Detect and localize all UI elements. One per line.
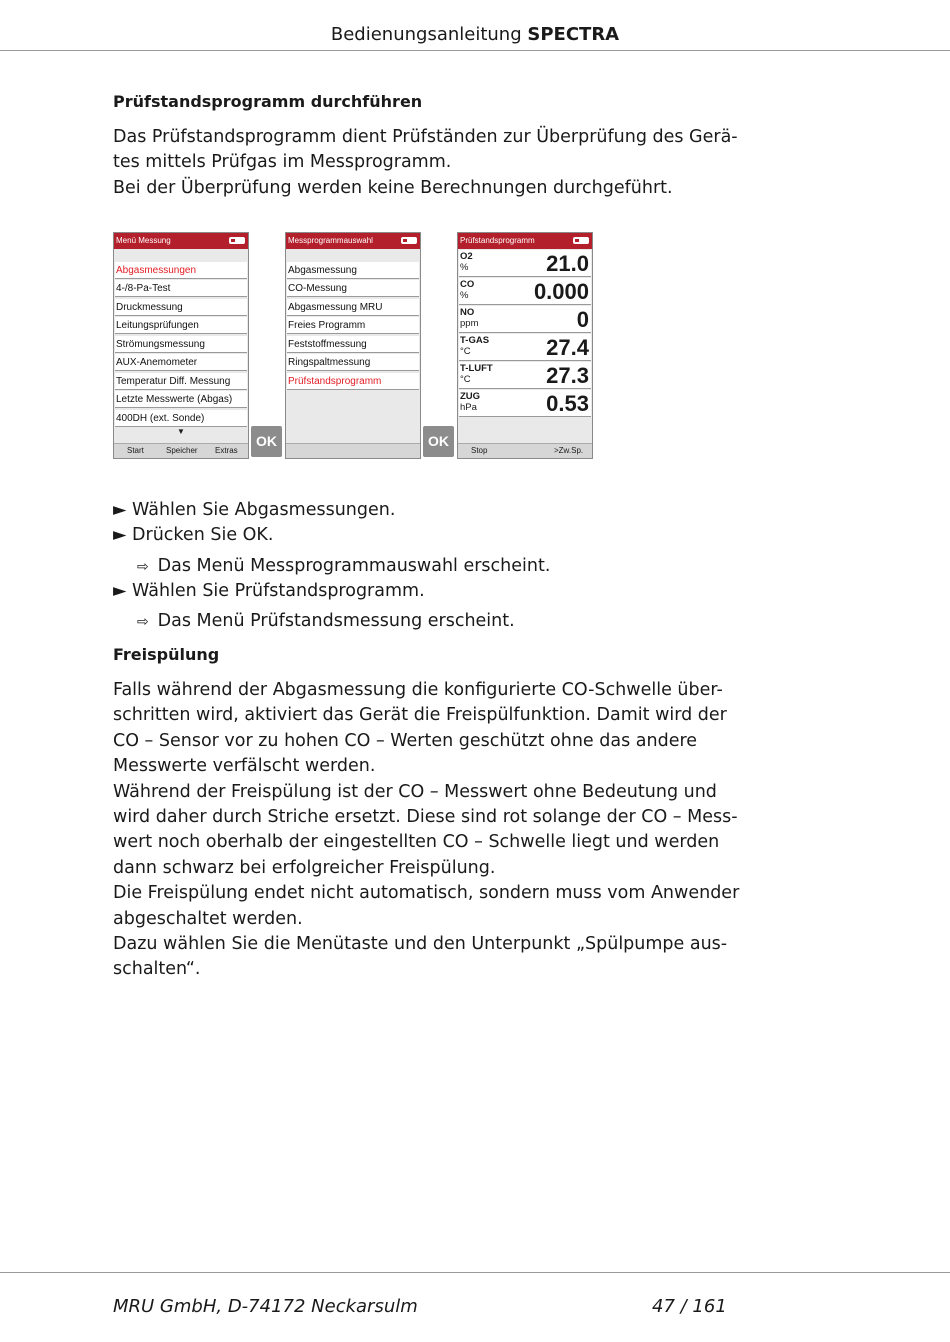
text-line: Die Freispülung endet nicht automatisch, sondern muss vom Anwender	[113, 883, 740, 904]
battery-icon	[401, 237, 417, 244]
softkey-zwischenspeicher[interactable]: >Zw.Sp.	[554, 446, 584, 455]
text-line: Das Prüfstandsprogramm dient Prüfständen zur Überprüfung des Gerä-	[113, 127, 738, 147]
menu-item[interactable]: Letzte Messwerte (Abgas)	[115, 391, 247, 408]
text-line: dann schwarz bei erfolgreicher Freispülung.	[113, 857, 496, 878]
result-arrow-icon: ⇨	[137, 559, 158, 575]
measurement-value: 27.3	[546, 363, 589, 388]
device-screen-menu-messung	[113, 232, 249, 459]
measurement-unit: ppm	[460, 318, 479, 329]
text-line: wert noch oberhalb der eingestellten CO – Schwelle liegt und werden	[113, 832, 720, 853]
scroll-down-icon: ▼	[177, 427, 185, 436]
result-text: Das Menü Messprogrammauswahl erscheint.	[157, 556, 551, 576]
section2-paragraph	[113, 678, 739, 983]
step-item	[113, 579, 425, 604]
footer-divider	[0, 1272, 950, 1273]
menu-item[interactable]: Druckmessung	[115, 299, 247, 316]
measurement-value: 0.000	[533, 279, 589, 304]
section-title-freispuelung: Freispülung	[113, 645, 220, 664]
softkey-extras[interactable]: Extras	[215, 446, 238, 455]
text-line: Während der Freispülung ist der CO – Messwert ohne Bedeutung und	[113, 781, 717, 802]
softkey-start[interactable]: Start	[127, 446, 144, 455]
text-line: CO – Sensor vor zu hohen CO – Werten geschützt ohne das andere	[113, 730, 698, 751]
ok-button[interactable]: OK	[251, 426, 282, 457]
screen-title-bar	[286, 233, 420, 249]
step-item	[113, 523, 273, 548]
header-divider	[0, 50, 950, 51]
measurement-label: NO	[460, 307, 475, 318]
header-prefix: Bedienungsanleitung	[330, 24, 528, 45]
section1-paragraph	[113, 125, 738, 201]
screen-title: Prüfstandsprogramm	[460, 236, 535, 245]
measurement-row	[459, 250, 591, 277]
result-text: Das Menü Prüfstandsmessung erscheint.	[157, 611, 515, 631]
measurement-unit: %	[460, 262, 469, 273]
result-item	[137, 554, 550, 580]
text-line: Messwerte verfälscht werden.	[113, 756, 376, 777]
softkey-speicher[interactable]: Speicher	[166, 446, 198, 455]
screen-title-bar	[114, 233, 248, 249]
measurement-label: T-GAS	[460, 335, 490, 346]
screen-title-bar	[458, 233, 592, 249]
step-arrow-icon: ►	[113, 525, 133, 545]
text-line: schritten wird, aktiviert das Gerät die Freispülfunktion. Damit wird der	[113, 705, 727, 726]
text-line: schalten“.	[113, 959, 201, 980]
device-screen-pruefstandsprogramm	[457, 232, 593, 459]
battery-icon	[229, 237, 245, 244]
text-line: Dazu wählen Sie die Menütaste und den Unterpunkt „Spülpumpe aus-	[113, 934, 728, 955]
measurement-unit: °C	[460, 346, 471, 357]
menu-item[interactable]: 400DH (ext. Sonde)	[115, 410, 247, 427]
menu-item[interactable]: Strömungsmessung	[115, 336, 247, 353]
text-line: Falls während der Abgasmessung die konfigurierte CO-Schwelle über-	[113, 680, 723, 700]
measurement-label: O2	[460, 251, 473, 262]
ok-button[interactable]: OK	[423, 426, 454, 457]
section-title-pruefstand: Prüfstandsprogramm durchführen	[113, 92, 423, 111]
measurement-value: 27.4	[546, 335, 589, 360]
measurement-row	[459, 306, 591, 333]
measurement-row	[459, 334, 591, 361]
page-number: 47 / 161	[652, 1296, 727, 1317]
screen-title: Messprogrammauswahl	[288, 236, 373, 245]
text-line: Bei der Überprüfung werden keine Berechnungen durchgeführt.	[113, 177, 673, 198]
measurement-label: CO	[460, 279, 475, 290]
menu-item[interactable]: AUX-Anemometer	[115, 354, 247, 371]
menu-item[interactable]: Temperatur Diff. Messung	[115, 373, 247, 390]
menu-item[interactable]: Feststoffmessung	[287, 336, 419, 353]
measurement-value: 0.53	[546, 391, 589, 416]
measurement-value: 0	[576, 307, 589, 332]
measurement-value: 21.0	[546, 251, 589, 276]
menu-item[interactable]: Abgasmessungen	[115, 262, 247, 279]
softkey-bar	[458, 443, 592, 458]
softkey-bar	[286, 443, 420, 458]
screen-title: Menü Messung	[116, 236, 171, 245]
menu-item[interactable]: Prüfstandsprogramm	[287, 373, 419, 390]
measurement-unit: hPa	[460, 402, 477, 413]
measurement-label: ZUG	[460, 391, 481, 402]
step-text: Drücken Sie OK.	[132, 525, 274, 545]
menu-item[interactable]: CO-Messung	[287, 280, 419, 297]
battery-icon	[573, 237, 589, 244]
step-text: Wählen Sie Abgasmessungen.	[132, 500, 396, 520]
softkey-bar	[114, 443, 248, 458]
step-arrow-icon: ►	[113, 500, 133, 520]
footer-company: MRU GmbH, D-74172 Neckarsulm	[113, 1296, 418, 1317]
measurement-row	[459, 390, 591, 417]
device-screen-messprogrammauswahl	[285, 232, 421, 459]
measurement-unit: %	[460, 290, 469, 301]
menu-item[interactable]: 4-/8-Pa-Test	[115, 280, 247, 297]
text-line: abgeschaltet werden.	[113, 908, 303, 929]
step-item	[113, 498, 395, 523]
page-header	[0, 24, 950, 45]
measurement-unit: °C	[460, 374, 471, 385]
text-line: wird daher durch Striche ersetzt. Diese sind rot solange der CO – Mess-	[113, 807, 738, 828]
menu-item[interactable]: Freies Programm	[287, 317, 419, 334]
result-arrow-icon: ⇨	[137, 614, 158, 630]
menu-item[interactable]: Abgasmessung	[287, 262, 419, 279]
menu-item[interactable]: Abgasmessung MRU	[287, 299, 419, 316]
header-product: SPECTRA	[527, 24, 620, 45]
step-text: Wählen Sie Prüfstandsprogramm.	[132, 581, 425, 601]
menu-item[interactable]: Ringspaltmessung	[287, 354, 419, 371]
measurement-row	[459, 278, 591, 305]
measurement-label: T-LUFT	[460, 363, 493, 374]
softkey-stop[interactable]: Stop	[471, 446, 488, 455]
step-arrow-icon: ►	[113, 581, 133, 601]
result-item	[137, 609, 515, 635]
measurement-row	[459, 362, 591, 389]
menu-item[interactable]: Leitungsprüfungen	[115, 317, 247, 334]
text-line: tes mittels Prüfgas im Messprogramm.	[113, 152, 452, 173]
